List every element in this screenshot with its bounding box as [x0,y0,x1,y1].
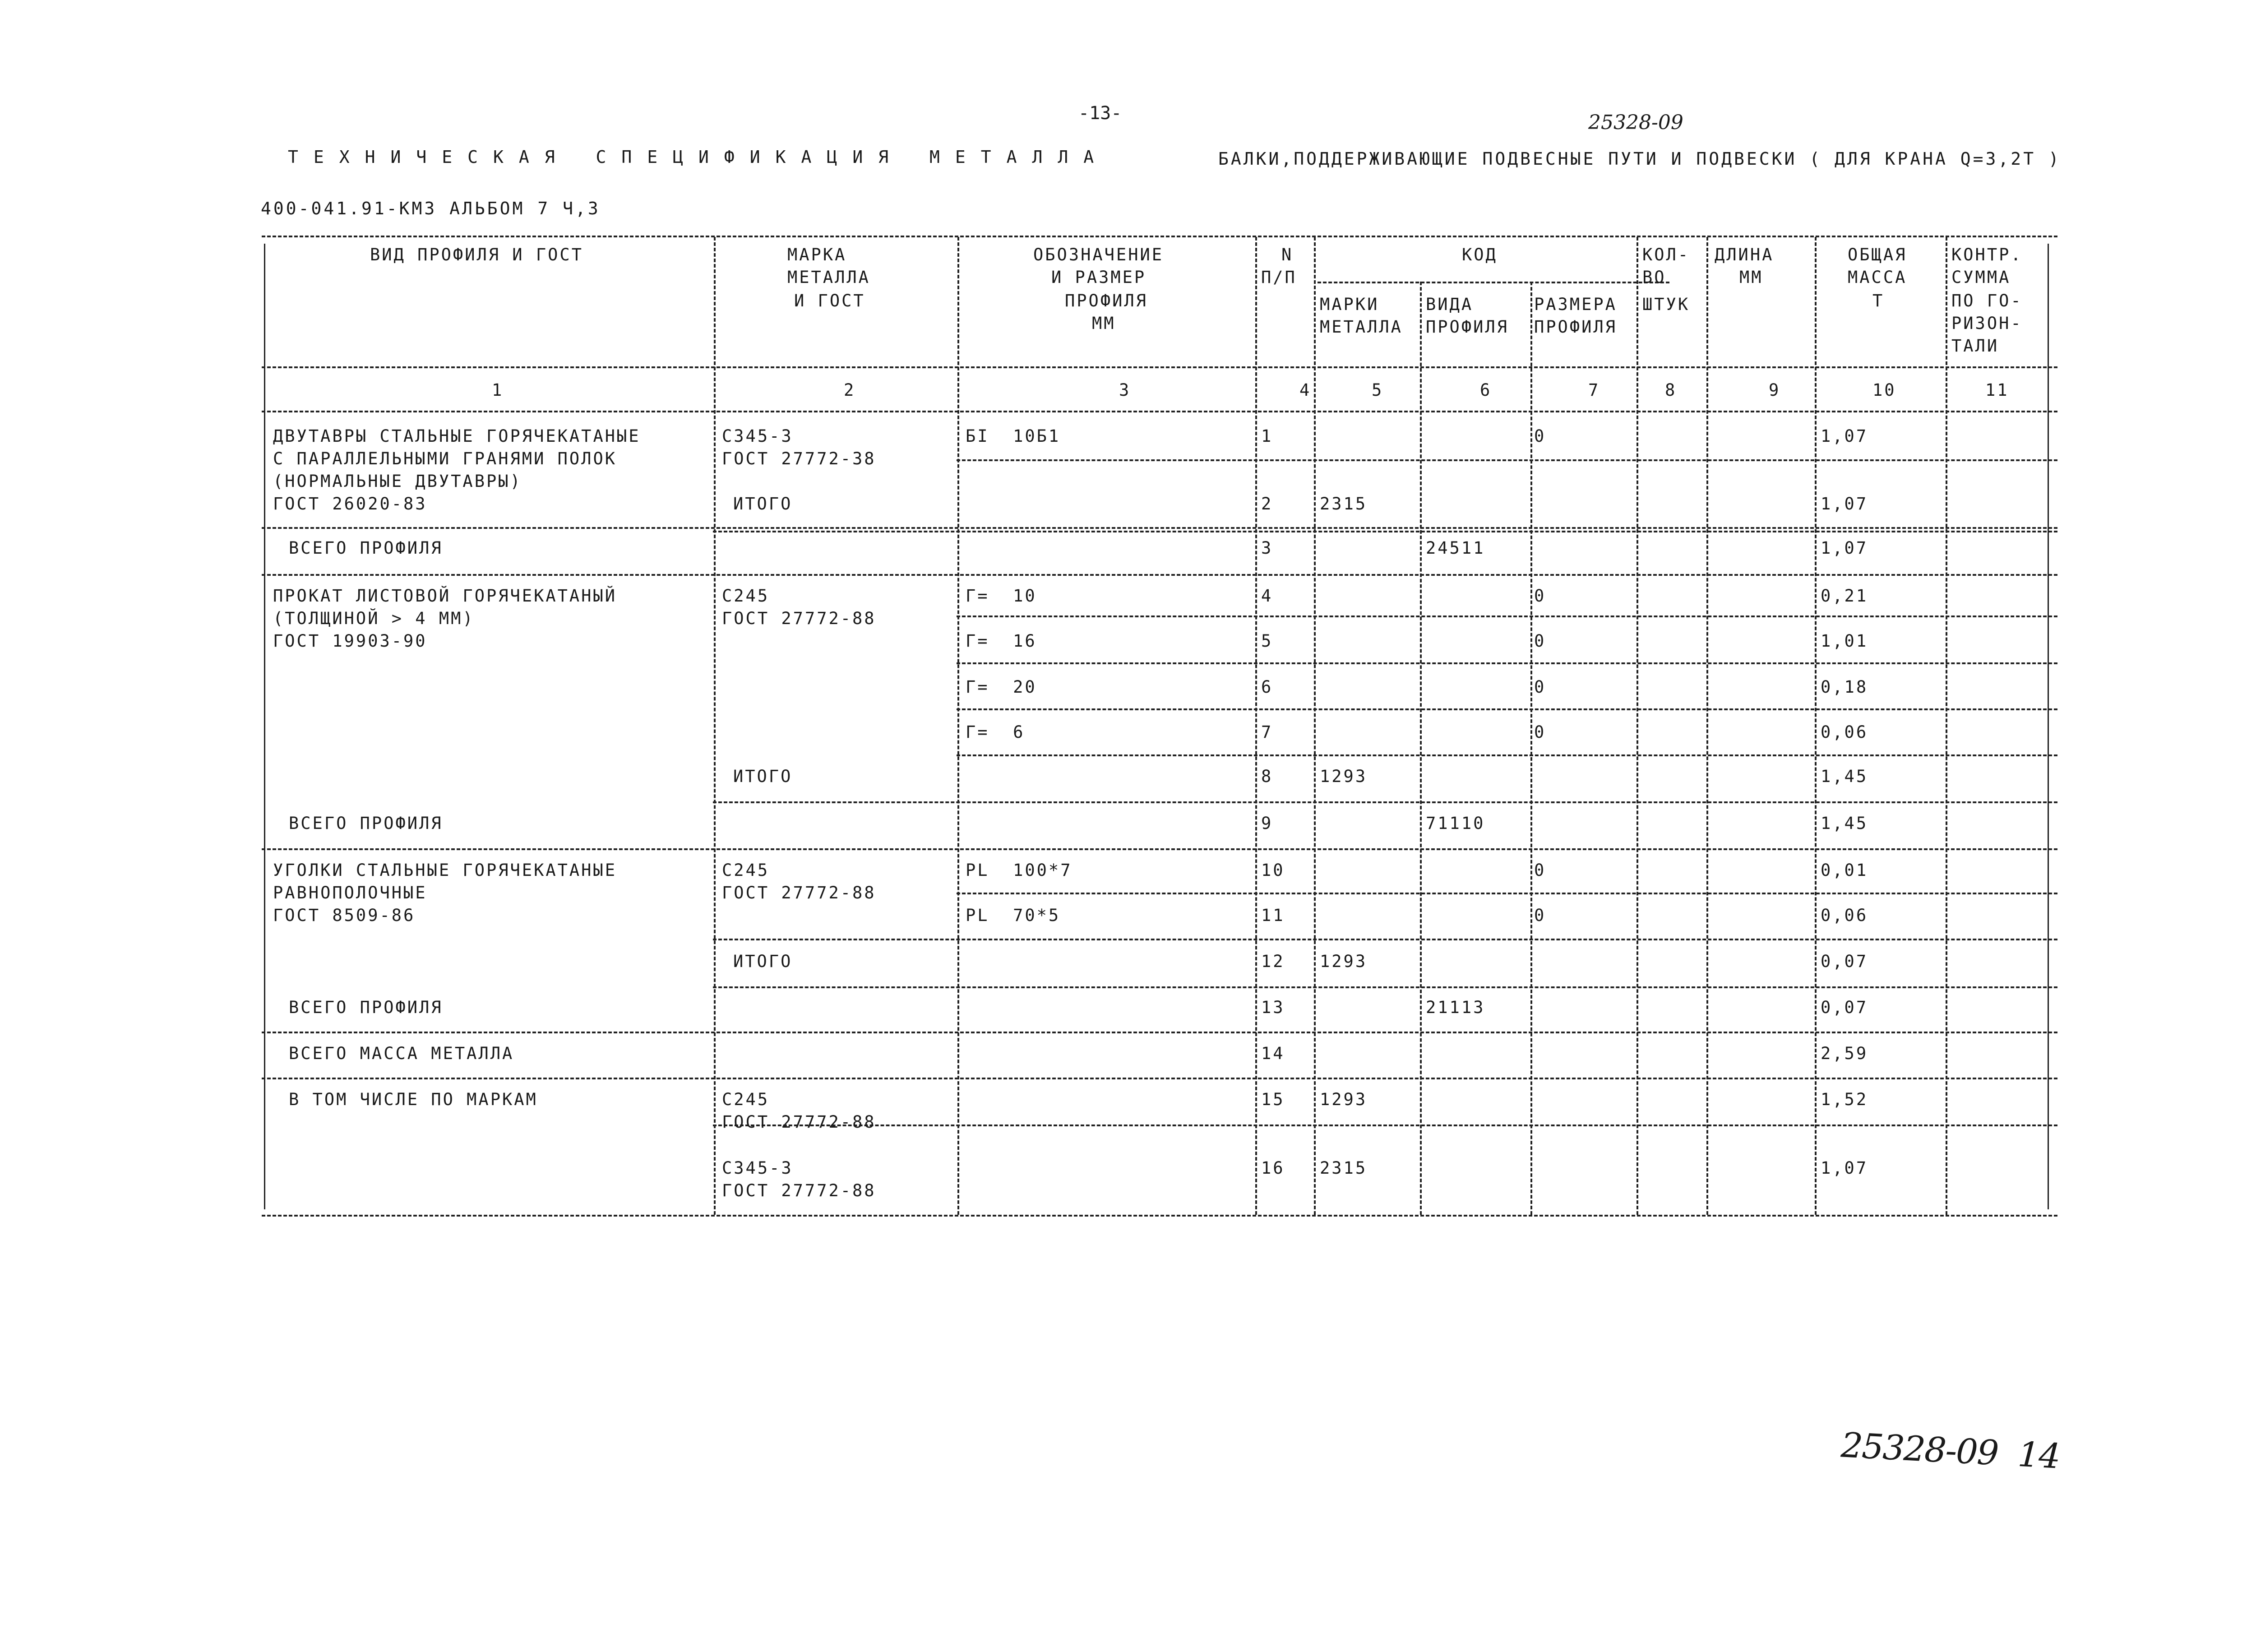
total-mass-value: 0,06 [1821,722,1868,742]
col-border [1314,237,1316,1215]
total-mass-label: ВСЕГО МАССА МЕТАЛЛА [289,1044,514,1063]
row-number: 6 [1261,677,1273,697]
profile-total-label: ВСЕГО ПРОФИЛЯ [289,814,443,833]
group-name: ГОСТ 19903-90 [273,631,427,651]
total-mass-value: 0,06 [1821,906,1868,925]
total-mass-value: 1,07 [1821,538,1868,558]
row-rule [713,1124,2057,1126]
header-length: ММ [1739,268,1763,287]
header-row-number: N [1281,245,1294,264]
code-profile-type: 21113 [1426,998,1485,1017]
metal-grade: ГОСТ 27772-88 [722,1181,876,1200]
code-profile-size: 0 [1534,861,1546,880]
metal-grade: С245 [722,861,770,880]
row-number: 3 [1261,538,1273,558]
header-code-size: ПРОФИЛЯ [1534,317,1617,337]
header-designation: ПРОФИЛЯ [1065,291,1148,310]
code-profile-type: 24511 [1426,538,1485,558]
column-number: 6 [1480,380,1492,400]
table-bottom-border [262,1215,2057,1217]
code-profile-type: 71110 [1426,814,1485,833]
header-code: КОД [1462,245,1498,264]
metal-grade: С245 [722,586,770,606]
subtotal-label: ИТОГО [733,767,793,786]
metal-grade: С345-3 [722,1158,793,1178]
header-code-type: ВИДА [1426,295,1474,314]
total-mass-value: 0,01 [1821,861,1868,880]
col-border [1706,237,1708,1215]
code-metal-grade: 1293 [1320,1090,1368,1109]
header-bottom-rule [262,366,2057,368]
profile-designation: Г= 20 [966,677,1037,697]
header-quantity: КОЛ- [1642,245,1690,264]
profile-designation: PL 100*7 [966,861,1073,880]
column-number: 8 [1665,380,1677,400]
group-name: ПРОКАТ ЛИСТОВОЙ ГОРЯЧЕКАТАНЫЙ [273,586,617,606]
row-rule [957,459,2057,461]
row-number: 5 [1261,631,1273,651]
column-number: 4 [1299,380,1312,400]
row-rule [262,1078,2057,1079]
group-name: ГОСТ 26020-83 [273,494,427,514]
total-mass-value: 1,07 [1821,494,1868,514]
column-number: 2 [844,380,856,400]
column-number: 1 [492,380,504,400]
metal-grade: ГОСТ 27772-88 [722,883,876,902]
header-metal-grade: И ГОСТ [794,291,865,310]
total-mass-value: 1,45 [1821,814,1868,833]
total-mass-value: 1,07 [1821,426,1868,446]
by-grade-label: В ТОМ ЧИСЛЕ ПО МАРКАМ [289,1090,538,1109]
row-number: 4 [1261,586,1273,606]
code-metal-grade: 1293 [1320,767,1368,786]
subtotal-label: ИТОГО [733,494,793,514]
profile-designation: БI 10Б1 [966,426,1061,446]
row-rule [262,527,2057,529]
col-border [1637,237,1638,1215]
group-name: (НОРМАЛЬНЫЕ ДВУТАВРЫ) [273,472,522,491]
handwritten-doc-stamp: 25328-09 14 [1840,1425,2061,1476]
total-mass-value: 1,52 [1821,1090,1868,1109]
col-border [264,244,265,1209]
total-mass-value: 0,07 [1821,952,1868,971]
total-mass-value: 1,01 [1821,631,1868,651]
profile-total-label: ВСЕГО ПРОФИЛЯ [289,998,443,1017]
total-mass-value: 0,21 [1821,586,1868,606]
profile-designation: Г= 10 [966,586,1037,606]
column-number: 11 [1985,380,2009,400]
total-mass-value: 0,18 [1821,677,1868,697]
header-total-mass: ОБЩАЯ [1848,245,1907,264]
code-profile-size: 0 [1534,586,1546,606]
code-profile-size: 0 [1534,722,1546,742]
column-number: 5 [1372,380,1384,400]
row-number: 16 [1261,1158,1285,1178]
total-mass-value: 1,45 [1821,767,1868,786]
row-rule [957,754,2057,756]
col-border [1255,237,1257,1215]
row-rule [262,1032,2057,1033]
page-number: -13- [1078,103,1122,124]
document-code: 25328-09 [1588,111,1683,134]
total-mass-value: 0,07 [1821,998,1868,1017]
row-number: 8 [1261,767,1273,786]
row-number: 1 [1261,426,1273,446]
colnum-bottom-rule [262,411,2057,412]
row-rule [957,893,2057,894]
code-metal-grade: 2315 [1320,1158,1368,1178]
subtotal-label: ИТОГО [733,952,793,971]
table-top-border [262,236,2057,237]
row-number: 12 [1261,952,1285,971]
group-name: ГОСТ 8509-86 [273,906,416,925]
header-row-number: П/П [1261,268,1297,287]
profile-designation: Г= 16 [966,631,1037,651]
metal-grade: ГОСТ 27772-38 [722,449,876,468]
header-length: ДЛИНА [1715,245,1774,264]
header-designation: И РАЗМЕР [1051,268,1146,287]
metal-grade: С345-3 [722,426,793,446]
header-code-grade: МЕТАЛЛА [1320,317,1403,337]
profile-total-label: ВСЕГО ПРОФИЛЯ [289,538,443,558]
header-total-mass: Т [1872,291,1885,310]
col-border [1420,282,1422,1215]
code-profile-size: 0 [1534,631,1546,651]
group-name: УГОЛКИ СТАЛЬНЫЕ ГОРЯЧЕКАТАНЫЕ [273,861,617,880]
header-total-mass: МАССА [1848,268,1907,287]
col-border [1815,237,1817,1215]
row-number: 7 [1261,722,1273,742]
col-border [957,237,959,1215]
row-rule [262,574,2057,576]
row-rule [957,615,2057,617]
header-code-type: ПРОФИЛЯ [1426,317,1509,337]
group-name: ДВУТАВРЫ СТАЛЬНЫЕ ГОРЯЧЕКАТАНЫЕ [273,426,641,446]
header-quantity: ШТУК [1642,295,1690,314]
profile-designation: Г= 6 [966,722,1025,742]
col-border [2048,244,2049,1209]
header-quantity: ВО [1642,268,1666,287]
header-metal-grade: МЕТАЛЛА [787,268,870,287]
header-designation: ОБОЗНАЧЕНИЕ [1033,245,1164,264]
row-rule [713,939,2057,940]
code-profile-size: 0 [1534,677,1546,697]
code-metal-grade: 1293 [1320,952,1368,971]
row-number: 10 [1261,861,1285,880]
spec-title: ТЕХНИЧЕСКАЯ СПЕЦИФИКАЦИЯ МЕТАЛЛА [288,147,1110,167]
header-control-sum: КОНТР. [1951,245,2023,264]
code-profile-size: 0 [1534,426,1546,446]
row-rule [713,801,2057,803]
metal-grade: С245 [722,1090,770,1109]
metal-grade: ГОСТ 27772-88 [722,609,876,628]
col-border [714,237,716,1215]
column-number: 10 [1872,380,1896,400]
header-profile-type: ВИД ПРОФИЛЯ И ГОСТ [370,245,583,264]
header-designation: ММ [1092,314,1116,333]
kod-group-rule [1318,282,1669,283]
row-number: 14 [1261,1044,1285,1063]
column-number: 3 [1119,380,1131,400]
total-mass-value: 2,59 [1821,1044,1868,1063]
metal-grade: ГОСТ 27772-88 [722,1112,876,1132]
album-reference: 400-041.91-КМ3 АЛЬБОМ 7 Ч,3 [261,199,601,218]
group-name: (ТОЛЩИНОЙ > 4 ММ) [273,609,475,628]
col-border [1946,237,1947,1215]
group-name: С ПАРАЛЛЕЛЬНЫМИ ГРАНЯМИ ПОЛОК [273,449,617,468]
column-number: 7 [1588,380,1600,400]
row-number: 11 [1261,906,1285,925]
row-number: 9 [1261,814,1273,833]
column-number: 9 [1769,380,1781,400]
row-number: 15 [1261,1090,1285,1109]
profile-designation: PL 70*5 [966,906,1061,925]
header-metal-grade: МАРКА [787,245,847,264]
code-profile-size: 0 [1534,906,1546,925]
group-name: РАВНОПОЛОЧНЫЕ [273,883,427,902]
header-control-sum: РИЗОН- [1951,314,2023,333]
header-control-sum: СУММА [1951,268,2011,287]
header-control-sum: ПО ГО- [1951,291,2023,310]
row-rule [957,708,2057,710]
spec-subtitle: БАЛКИ,ПОДДЕРЖИВАЮЩИЕ ПОДВЕСНЫЕ ПУТИ И ПОДВЕСКИ ( ДЛЯ КРАНА Q=3,2Т ) [1218,149,2061,169]
code-metal-grade: 2315 [1320,494,1368,514]
col-border [1530,282,1532,1215]
header-control-sum: ТАЛИ [1951,336,1999,356]
row-rule [713,986,2057,988]
row-rule [713,531,2057,532]
row-rule [957,662,2057,664]
row-rule [262,848,2057,850]
header-code-grade: МАРКИ [1320,295,1379,314]
header-code-size: РАЗМЕРА [1534,295,1617,314]
row-number: 13 [1261,998,1285,1017]
total-mass-value: 1,07 [1821,1158,1868,1178]
row-number: 2 [1261,494,1273,514]
